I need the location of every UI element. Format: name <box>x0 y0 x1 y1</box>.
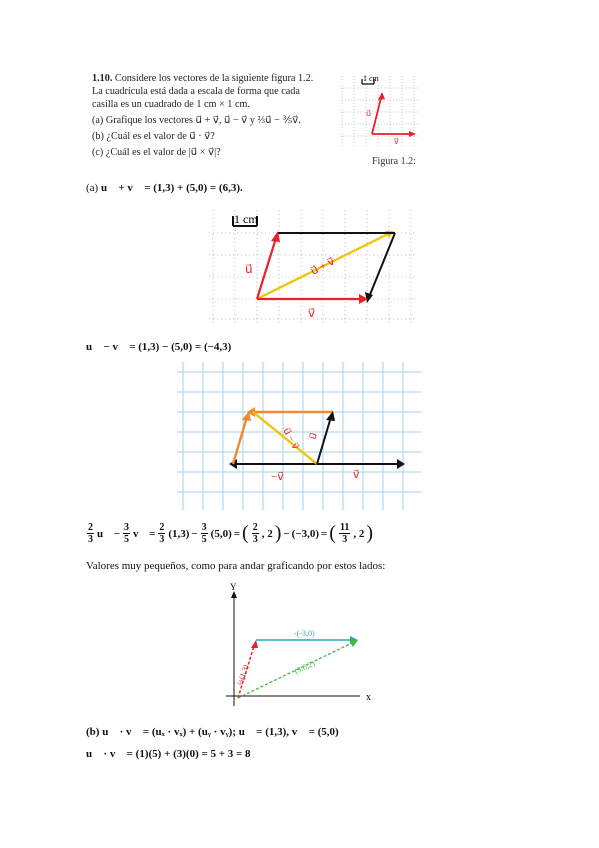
combination-equation <box>86 522 373 545</box>
comb-eq-1: = <box>149 527 156 540</box>
figure-sum <box>205 205 420 327</box>
comb-minus-3: − <box>283 527 290 540</box>
comb-eq-3: = <box>321 527 328 540</box>
part-a-label: (a) <box>86 182 99 194</box>
comb-open-1: ( <box>242 522 249 544</box>
frac-three-fifths-a: $\frac{3}{5}$ <box>123 522 129 545</box>
comb-v: v⃗ <box>132 527 148 540</box>
figure-sum-v-label: v⃗ <box>308 306 316 320</box>
figure-1-2-u-arrowhead <box>378 92 385 100</box>
comb-comma-2b: , 2 <box>353 527 365 540</box>
problem-body: Considere los vectores de la siguiente figura 1.2. La cuadrícula está dada a escala de forma que cada casilla es un cuadrado de 1 cm × 1 cm. <box>92 73 314 110</box>
figure-sum-sum-label: u⃗ + v⃗ <box>308 255 337 278</box>
figure-diff-u-vector <box>317 417 331 464</box>
part-a-expression: u⃗ + v⃗ = (1,3) + (5,0) = (6,3). <box>100 182 243 194</box>
figure-1-2-scale: 1 cm <box>363 74 379 83</box>
problem-item-a: (a) Grafique los vectores u⃗ + v⃗, u⃗ − v⃗ y ⅔u⃗ − ⅗v⃗. <box>92 115 301 126</box>
figure-diff <box>175 360 425 512</box>
figure-comb <box>210 582 380 712</box>
part-a-equation <box>86 182 243 194</box>
figure-diff-neg-v-label: −v⃗ <box>271 471 284 483</box>
two-thirds-label: ⅔(1,3) <box>235 663 251 687</box>
frac-three-fifths-b: $\frac{3}{5}$ <box>201 522 207 545</box>
neg-label: -(-3,0) <box>294 629 315 638</box>
comb-open-2: ( <box>329 522 336 544</box>
frac-eleven-thirds: $\frac{11}{3}$ <box>339 522 350 545</box>
comb-eq-2: = <box>233 527 241 540</box>
figure-1-2 <box>338 70 420 152</box>
problem-item-c: (c) ¿Cuál es el valor de |u⃗ × v⃗|? <box>92 147 221 158</box>
y-axis-label: Y <box>230 582 237 592</box>
figure-diff-u-label: u⃗ <box>307 431 320 442</box>
part-b-line-2: u⃗ · v⃗ = (1)(5) + (3)(0) = 5 + 3 = 8 <box>86 748 251 760</box>
difference-equation: u⃗ − v⃗ = (1,3) − (5,0) = (−4,3) <box>86 341 232 353</box>
comb-minus-2: − <box>191 527 198 540</box>
result-label: (3.6,2) <box>293 658 317 676</box>
y-axis-arrowhead <box>231 591 237 598</box>
figure-1-2-u-vector <box>372 94 382 134</box>
figure-diff-v-label: v⃗ <box>353 469 360 481</box>
frac-two-thirds-c: $\frac{2}{3}$ <box>252 522 258 545</box>
figure-diff-grid <box>177 362 421 510</box>
problem-number: 1.10. <box>92 73 113 84</box>
translated-u-arrowhead <box>365 292 373 303</box>
comb-close-1: ) <box>274 522 282 544</box>
part-b-line-1: (b) u⃗ · v⃗ = (uₓ · vₓ) + (uᵧ · vᵧ); u⃗ = (1,3), v⃗ = (5,0) <box>86 726 339 738</box>
comb-comma-2a: , 2 <box>261 527 273 540</box>
figure-diff-diff-label: u⃗ − v⃗ <box>280 426 301 452</box>
comb-neg-part: (−3,0) <box>291 527 320 540</box>
frac-two-thirds-a: $\frac{2}{3}$ <box>88 522 93 545</box>
figure-sum-u-label: u⃗ <box>245 262 253 276</box>
comb-u-val: (1,3) <box>168 527 190 540</box>
figure-diff-orange-side <box>233 417 247 464</box>
comb-minus-1: − <box>113 527 120 540</box>
comb-u: u⃗ <box>97 527 112 540</box>
two-thirds-u-arrowhead <box>251 640 258 648</box>
x-axis-label: x <box>366 692 371 703</box>
figure-1-2-v-label: v⃗ <box>394 137 399 146</box>
problem-statement <box>92 72 324 159</box>
figure-1-2-u-label: u⃗ <box>366 109 372 118</box>
comb-close-2: ) <box>366 522 374 544</box>
figure-1-2-caption: Figura 1.2: <box>372 156 416 167</box>
remark-text: Valores muy pequeños, como para andar graficando por estos lados: <box>86 560 386 572</box>
frac-two-thirds-b: $\frac{2}{3}$ <box>159 522 165 545</box>
problem-item-b: (b) ¿Cuál es el valor de u⃗ · v⃗? <box>92 131 215 142</box>
figure-1-2-grid <box>342 76 418 148</box>
figure-sum-scale: 1 cm <box>234 212 258 226</box>
problem-text <box>92 72 324 111</box>
comb-v-val: (5,0) <box>210 527 232 540</box>
figure-diff-axis-arrowhead-right <box>397 459 405 469</box>
